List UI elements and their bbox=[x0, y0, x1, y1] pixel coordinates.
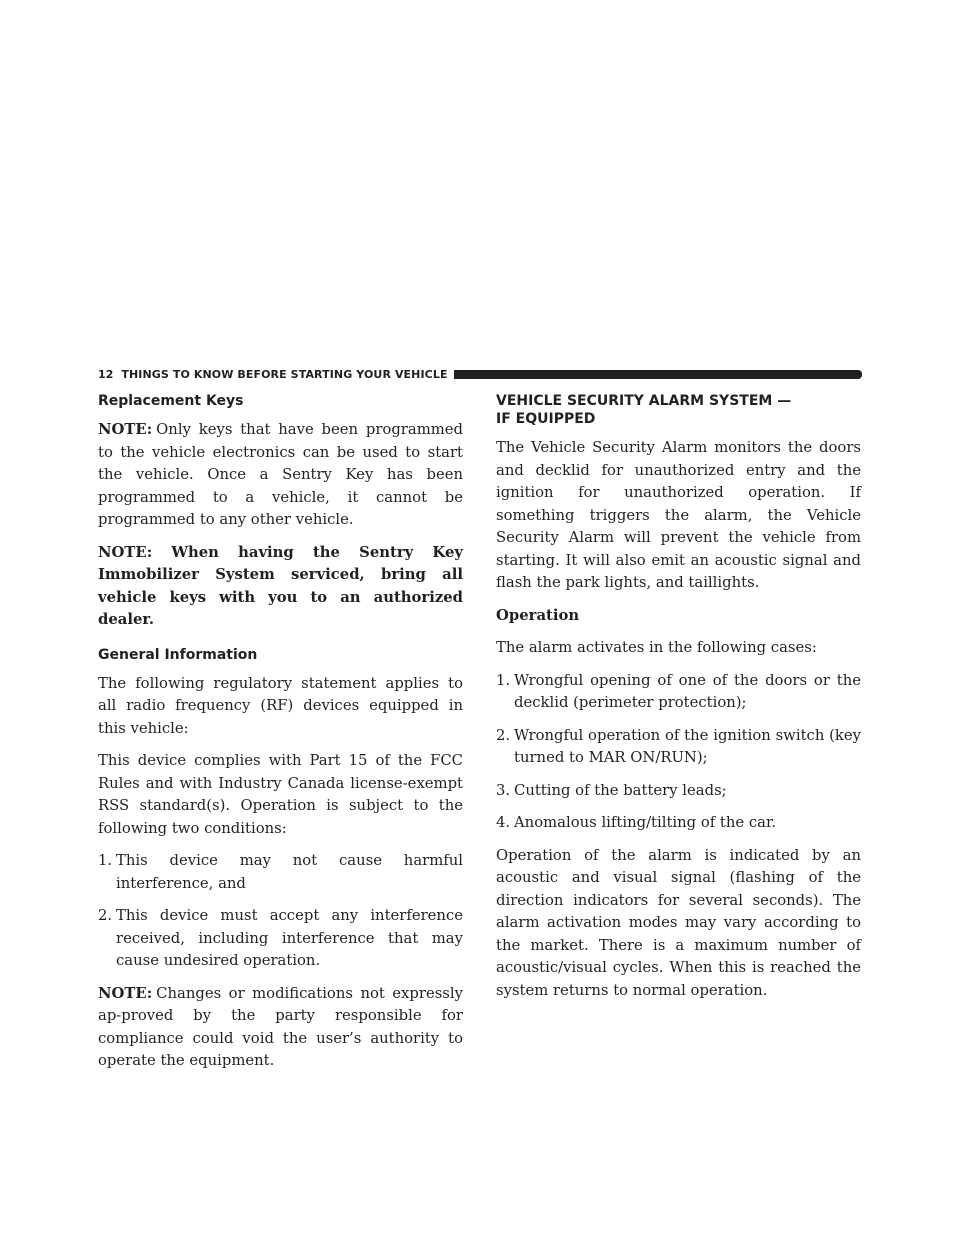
item-number: 4. bbox=[496, 814, 511, 831]
modifications-note bbox=[98, 983, 463, 1073]
note-text: Changes or modifications not expressly ap-proved by the party responsible for compliance could void the user’s authority to operate the equipment. bbox=[98, 984, 463, 1069]
replacement-keys-heading: Replacement Keys bbox=[98, 393, 244, 409]
alarm-closing: Operation of the alarm is indicated by an acoustic and visual signal (flashing of the direction indicators for several seconds). The alarm activation modes may vary according to the market. There is a maximum number of acoustic/visual cycles. When this is reached the system returns to normal operation. bbox=[496, 846, 861, 999]
left-column bbox=[98, 392, 463, 1083]
alarm-intro: The Vehicle Security Alarm monitors the doors and decklid for unauthorized entry and the ignition for unauthorized operation. If something triggers the alarm, the Vehicle Security Alarm will prevent the vehicle from starting. It will also emit an acoustic signal and flash the park lights, and taillights. bbox=[496, 439, 861, 591]
item-number: 2. bbox=[98, 907, 113, 924]
item-text: Wrongful operation of the ignition switch (key turned to MAR ON/RUN); bbox=[514, 726, 861, 766]
item-text: Wrongful opening of one of the doors or the decklid (perimeter protection); bbox=[514, 671, 861, 711]
list-item bbox=[98, 905, 463, 973]
section-title: THINGS TO KNOW BEFORE STARTING YOUR VEHICLE bbox=[121, 367, 448, 381]
general-information-heading: General Information bbox=[98, 646, 258, 663]
activation-cases-list bbox=[496, 670, 861, 835]
right-column bbox=[496, 392, 861, 1012]
note-label: NOTE: bbox=[98, 421, 153, 438]
page-number: 12 bbox=[98, 367, 114, 381]
item-text: This device must accept any interference received, including interference that may cause undesired operation. bbox=[116, 907, 463, 969]
replacement-keys-note bbox=[98, 419, 463, 532]
note-label: NOTE: bbox=[98, 984, 153, 1002]
list-item bbox=[98, 850, 463, 895]
item-text: Cutting of the battery leads; bbox=[514, 781, 727, 799]
heading-line-1: VEHICLE SECURITY ALARM SYSTEM — bbox=[496, 393, 792, 409]
list-item bbox=[496, 725, 861, 770]
list-item bbox=[496, 780, 861, 803]
item-number: 1. bbox=[496, 671, 511, 689]
item-number: 1. bbox=[98, 852, 113, 869]
header-text bbox=[98, 368, 448, 381]
note-text: Only keys that have been programmed to the vehicle electronics can be used to start the vehicle. Once a Sentry Key has been programmed to a vehicle, it cannot be programmed to any other vehicle. bbox=[98, 421, 463, 528]
item-number: 2. bbox=[496, 726, 511, 744]
conditions-list bbox=[98, 850, 463, 973]
running-header bbox=[98, 364, 862, 384]
security-alarm-heading bbox=[496, 392, 861, 428]
list-item bbox=[496, 670, 861, 715]
heading-line-2: IF EQUIPPED bbox=[496, 411, 596, 427]
item-text: Anomalous lifting/tilting of the car. bbox=[514, 814, 777, 831]
operation-intro: The alarm activates in the following cases: bbox=[496, 639, 817, 656]
operation-heading: Operation bbox=[496, 606, 580, 624]
item-number: 3. bbox=[496, 781, 511, 799]
regulatory-statement: The following regulatory statement applies to all radio frequency (RF) devices equipped in this vehicle: bbox=[98, 674, 463, 737]
header-rule bbox=[454, 370, 862, 379]
fcc-compliance: This device complies with Part 15 of the FCC Rules and with Industry Canada license-exempt RSS standard(s). Operation is subject to the following two conditions: bbox=[98, 752, 463, 837]
item-text: This device may not cause harmful interference, and bbox=[116, 852, 463, 892]
immobilizer-note: NOTE: When having the Sentry Key Immobilizer System serviced, bring all vehicle keys with you to an authorized dealer. bbox=[98, 543, 463, 628]
list-item bbox=[496, 812, 861, 835]
